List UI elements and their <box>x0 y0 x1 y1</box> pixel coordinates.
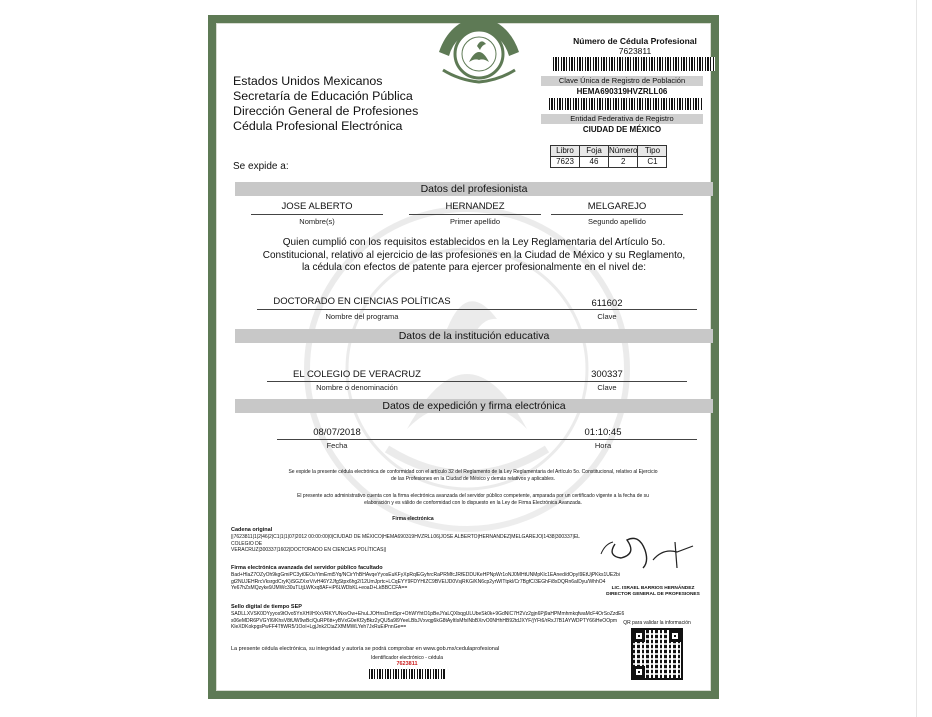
cadena-line: ||7623811|1|2|46|2|C1|1|1|07|2012 00:00:00|0|CIUDAD DE MÉXICO|HEMA690319HVZRLL06|JOSE ALBERTO|HERNANDEZ|MELGAREJO|1438|300337|EL COLEGIO DE <box>231 534 580 547</box>
sello-line: s06eMDR6PVGYl6/KhsV8tUW9wBc/QuRP6tt+yBVxG0eKf2yBkz2yQU5a9l9YeeLBbJVxvqg6kG8tAyItIsMfxlNbBXrvO0NHhHB92tdJXYF/jYFt6/rRxJ7B1AYWDPTY66iHeOOpm <box>231 617 618 624</box>
header-document-type: Cédula Profesional Electrónica <box>233 119 403 133</box>
header-secretaria: Secretaría de Educación Pública <box>233 89 413 103</box>
legal-line: de las Profesiones en la Ciudad de México y demás relativos y aplicables. <box>391 475 555 482</box>
paragraph-line: Constitucional, relativo al ejercicio de las profesiones en la Ciudad de México y su Reglamento, <box>262 249 686 261</box>
programa-clave-label: Clave <box>597 312 617 321</box>
national-seal-icon <box>439 12 519 86</box>
registro-table <box>550 145 667 168</box>
underline <box>277 439 697 440</box>
institucion-nombre: EL COLEGIO DE VERACRUZ <box>293 369 421 380</box>
page-divider <box>916 0 917 717</box>
requirements-paragraph <box>231 237 717 275</box>
registro-libro: 7623 <box>551 157 580 168</box>
section-institucion: Datos de la institución educativa <box>235 329 713 343</box>
cedula-barcode <box>553 57 715 71</box>
header-country: Estados Unidos Mexicanos <box>233 74 383 88</box>
cadena-line: VERACRUZ|300337|1602|DOCTORADO EN CIENCIAS POLÍTICAS|| <box>231 547 387 553</box>
certificate <box>216 23 711 691</box>
paragraph-line: Quien cumplió con los requisitos establecidos en la Ley Reglamentaria del Artículo 5o. <box>282 237 666 248</box>
legal-text-1 <box>233 469 713 482</box>
section-expedicion: Datos de expedición y firma electrónica <box>235 399 713 413</box>
verificacion-text: La presente cédula electrónica, su integridad y autoría se podrá comprobar en www.gob.mx/cedulaprofesional <box>231 646 500 652</box>
expedicion-hora: 01:10:45 <box>584 427 622 438</box>
curp-value: HEMA690319HVZRLL06 <box>576 87 668 96</box>
person-nombre: JOSE ALBERTO <box>281 201 353 212</box>
institucion-clave-label: Clave <box>597 383 617 392</box>
registro-numero: 2 <box>609 157 638 168</box>
person-segundo-apellido-label: Segundo apellido <box>588 217 646 226</box>
firma-servidor-text <box>231 572 620 592</box>
registro-header-numero: Número <box>609 146 638 155</box>
institucion-clave: 300337 <box>591 369 623 380</box>
firma-servidor-title: Firma electrónica avanzada del servidor público facultado <box>231 565 383 571</box>
registro-foja: 46 <box>580 157 609 168</box>
se-expide-label: Se expide a: <box>233 161 289 172</box>
person-primer-apellido: HERNANDEZ <box>445 201 505 212</box>
qr-finder <box>633 666 645 678</box>
person-nombre-label: Nombre(s) <box>299 217 335 226</box>
qr-finder <box>633 630 645 642</box>
programa-nombre-label: Nombre del programa <box>325 312 399 321</box>
registro-header-foja: Foja <box>580 146 609 157</box>
programa-nombre: DOCTORADO EN CIENCIAS POLÍTICAS <box>273 296 451 307</box>
entidad-value: CIUDAD DE MÉXICO <box>582 125 662 134</box>
sello-text <box>231 611 625 631</box>
expedicion-fecha-label: Fecha <box>326 441 348 450</box>
identificador-label: Identificador electrónico - cédula <box>371 655 443 661</box>
underline <box>257 309 697 310</box>
legal-line: Se expide la presente cédula electrónica de conformidad con el artículo 32 del Reglamento de la Ley Reglamentaria del Artículo 5o. Constitucional, relativo al Ejercicio <box>288 469 658 475</box>
sello-line: KleXDKokpgsPwFF4TfiWR5/1OoI+LgjJnk2CtaZXfMMWLYeh7JxRuEiPnnGe== <box>231 624 407 630</box>
section-profesionista: Datos del profesionista <box>235 182 713 196</box>
programa-clave: 611602 <box>591 298 623 309</box>
expedicion-fecha: 08/07/2018 <box>313 427 361 438</box>
person-primer-apellido-label: Primer apellido <box>449 217 501 226</box>
cadena-text <box>231 534 581 554</box>
underline <box>551 214 683 215</box>
registro-header-tipo: Tipo <box>638 146 667 157</box>
cedula-number: 7623811 <box>618 46 652 56</box>
expedicion-hora-label: Hora <box>594 441 612 450</box>
legal-line: El presente acto administrativo cuenta con la firma electrónica avanzada del servidor público competente, amparada por un certificado vigente a la fecha de su <box>297 493 649 499</box>
entidad-label: Entidad Federativa de Registro <box>541 114 703 124</box>
cadena-title: Cadena original <box>231 527 273 533</box>
firmante-name: LIC. ISRAEL BARRIOS HERNÁNDEZ <box>611 586 695 591</box>
qr-finder <box>669 630 681 642</box>
identificador-value: 7623811 <box>396 661 418 667</box>
firma-servidor-line: gt2NUJEHRrcVksrgdCryK}iSGZXxrV/vH46Y2JfgStpx6hg2/12UmJprtc+LCqEYY9FDYHIZC9BVEIJD0VsjRKG/KN6cp2yrWITtpkl/Cr7BgfC/3EGhFi8xDQRn6aIDyu/WhhO4 <box>231 578 606 585</box>
curp-barcode <box>549 98 703 110</box>
sello-title: Sello digital de tiempo SEP <box>231 604 302 610</box>
firma-servidor-line: Ye67hZsMQzyke9/JMWc30uTLtjLWKxq8AF+iP6LWDbKL+eoaD+LkBBCCFA== <box>231 585 408 591</box>
firma-electronica-label: Firma electrónica <box>392 516 434 522</box>
sello-line: SADLLXVSK0DYyyos9tOvo5YnXHI/HXxVRKYUNxvOw+EhuLJOHnsDmtSpr+OhWYhtO1pBeJYaLQXbqgULUbeSk0k+9GdNlC7H2Vz2gjn6Pj9aHPMmhmkqfwaMcF4OrSoZzdE6 <box>231 611 625 617</box>
underline <box>409 214 541 215</box>
underline <box>267 381 687 382</box>
underline <box>251 214 383 215</box>
legal-line: elaboración y es válido de conformidad con lo dispuesto en la Ley de Firma Electrónica Avanzada. <box>364 499 582 506</box>
firma-servidor-line: Bad+HlaZ7OZyOh9kgGmiPC3yt0EOsYimEmt5Yq/NCirYhBHAvqeYyosEuKFyXpRqlEGyhrcRaPRMfcJRfEDDUKeHPNpWr1oNJ0MHtUNMpKlc1EAned/dOpyI9EtUjPKks1UE2bi <box>231 572 620 578</box>
person-segundo-apellido: MELGAREJO <box>587 201 647 212</box>
institucion-nombre-label: Nombre o denominación <box>316 383 398 392</box>
firmante-title: DIRECTOR GENERAL DE PROFESIONES <box>606 592 700 597</box>
identificador-barcode <box>369 669 445 679</box>
certificate-border <box>208 15 719 699</box>
cedula-number-label: Número de Cédula Profesional <box>573 36 697 46</box>
qr-label: QR para validar la información <box>623 620 691 626</box>
curp-label: Clave Única de Registro de Población <box>541 76 703 86</box>
legal-text-2 <box>233 493 713 506</box>
paragraph-line: la cédula con efectos de patente para ejercer profesionalmente en el nivel de: <box>301 262 647 273</box>
registro-tipo: C1 <box>638 157 667 168</box>
registro-header-libro: Libro <box>551 146 580 157</box>
header-direccion: Dirección General de Profesiones <box>233 104 419 118</box>
signature-image <box>597 524 707 574</box>
